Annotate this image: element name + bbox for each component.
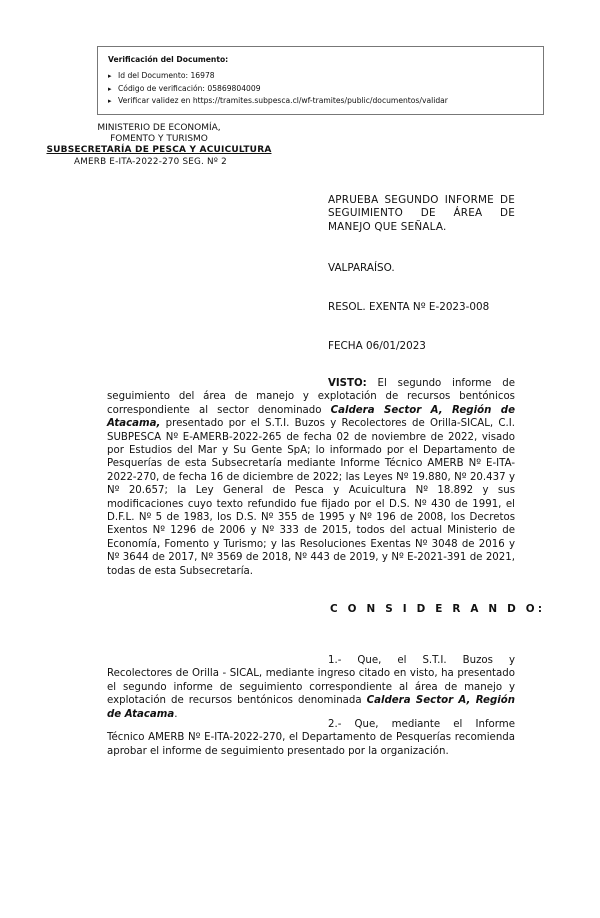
considerando-item-1 [107, 654, 515, 721]
place-line: VALPARAÍSO. [328, 262, 395, 274]
ministry-line-1: MINISTERIO DE ECONOMÍA, [97, 123, 221, 133]
resolution-title: APRUEBA SEGUNDO INFORME DE SEGUIMIENTO DE ÁREA DE MANEJO QUE SEÑALA. [328, 194, 515, 233]
resolution-date: FECHA 06/01/2023 [328, 340, 426, 352]
verification-code: ▸ Código de verificación: 05869804009 [108, 83, 533, 96]
resolution-number: RESOL. EXENTA Nº E-2023-008 [328, 301, 490, 313]
ministry-line-2: FOMENTO Y TURISMO [110, 134, 208, 144]
verification-document-id: ▸ Id del Documento: 16978 [108, 70, 533, 83]
visto-label: VISTO: [328, 378, 367, 389]
ministry-header [36, 123, 282, 156]
visto-sector-name: Caldera Sector A, Región de Atacama, [107, 404, 515, 430]
considerando-item-1-sector-name: Caldera Sector A, Región de Atacama [107, 695, 515, 720]
document-verification-box [97, 46, 544, 115]
document-reference: AMERB E-ITA-2022-270 SEG. Nº 2 [74, 157, 227, 167]
considerando-item-1-text-part-2: . [174, 708, 178, 720]
verification-list [108, 70, 533, 108]
visto-paragraph [107, 377, 515, 578]
visto-text-part-2: presentado por el S.T.I. Buzos y Recolectores de Orilla-SICAL, C.I. SUBPESCA Nº E-AMERB-2022-265 de fecha 02 de noviembre de 2022, visado por Estudios del Mar y Su Gente SpA; lo informado por el Departamento de Pesquerías de esta Subsecretaría mediante Informe Técnico AMERB Nº E-ITA-2022-270, de fecha 16 de diciembre de 2022; las Leyes Nº 19.880, Nº 20.437 y Nº 20.657; la Ley General de Pesca y Acuicultura Nº 18.892 y sus modificaciones cuyo texto refundido fue fijado por el D.S. Nº 430 de 1991, el D.F.L. Nº 5 de 1983, los D.S. Nº 355 de 1995 y Nº 196 de 2008, los Decretos Exentos Nº 1296 de 2006 y Nº 333 de 2015, todos del actual Ministerio de Economía, Fomento y Turismo; y las Resoluciones Exentas Nº 3048 de 2016 y Nº 3644 de 2017, Nº 3569 de 2018, Nº 443 de 2019, y Nº E-2021-391 de 2021, todas de esta Subsecretaría. [107, 418, 515, 577]
subsecretaria-name: SUBSECRETARÍA DE PESCA Y ACUICULTURA [46, 145, 272, 155]
verification-link[interactable]: ▸ Verificar validez en https://tramites.subpesca.cl/wf-tramites/public/documentos/validar [108, 95, 533, 108]
verification-title: Verificación del Documento: [108, 55, 229, 64]
considerando-heading: C O N S I D E R A N D O: [330, 603, 546, 615]
considerando-item-1-text-part-1: 1.- Que, el S.T.I. Buzos y Recolectores de Orilla - SICAL, mediante ingreso citado en visto, ha presentado el segundo informe de seguimiento correspondiente al área de manejo y explotación de recursos bentónicos denominada [107, 655, 515, 707]
visto-text-part-1: El segundo informe de seguimiento del área de manejo y explotación de recursos bentónicos correspondiente al sector denominado [107, 378, 515, 416]
considerando-item-2 [107, 718, 515, 758]
considerando-item-2-text: 2.- Que, mediante el Informe Técnico AMERB Nº E-ITA-2022-270, el Departamento de Pesquerías recomienda aprobar el informe de seguimiento presentado por la organización. [107, 719, 515, 757]
